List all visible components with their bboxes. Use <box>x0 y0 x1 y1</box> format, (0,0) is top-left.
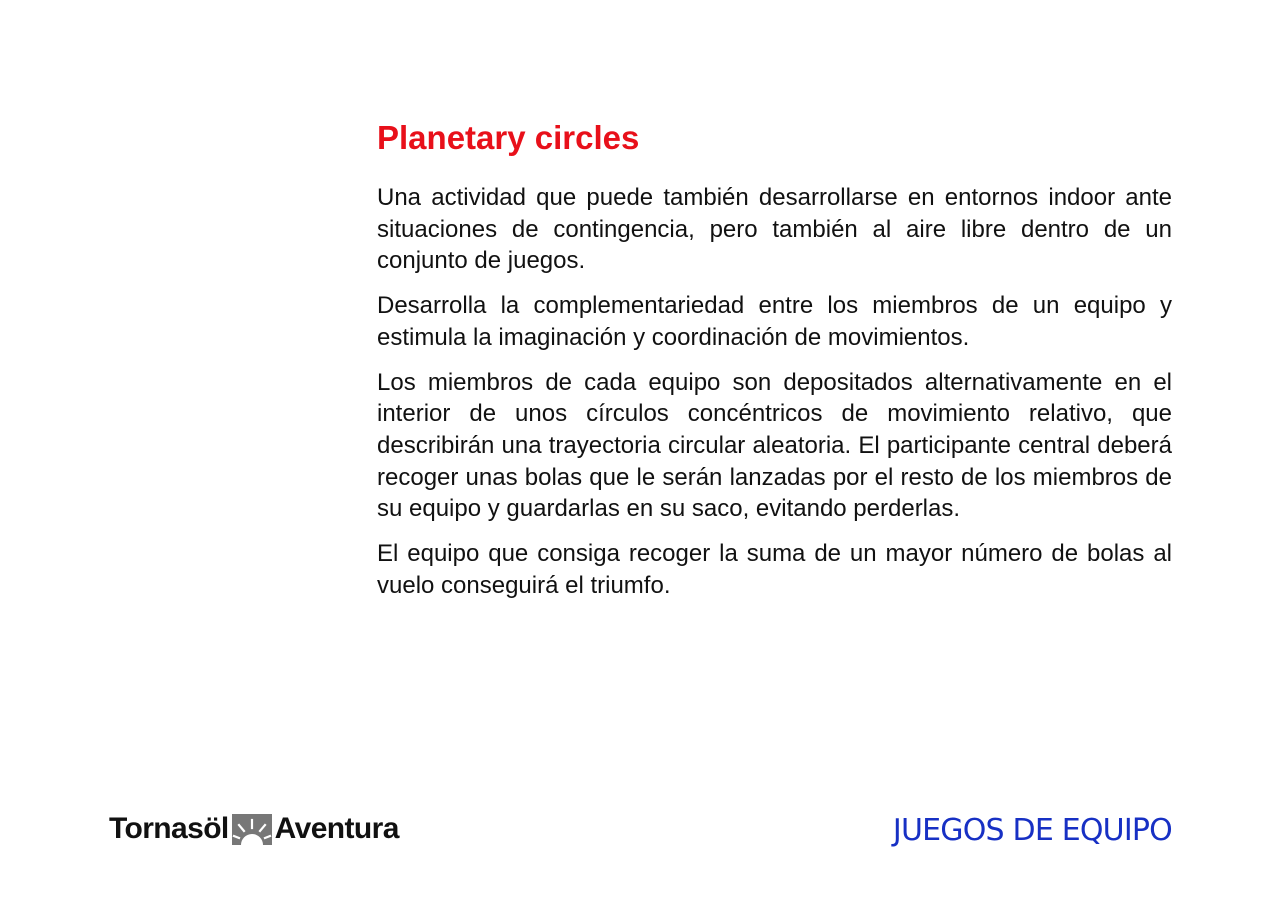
sun-icon <box>232 814 272 845</box>
paragraph-intro: Una actividad que puede también desarrollarse en entornos indoor ante situaciones de contingencia, pero también al aire libre dentro de un conjunto de juegos. <box>377 184 1172 275</box>
brand-name-left: Tornasöl <box>109 812 229 845</box>
paragraph-winning: El equipo que consiga recoger la suma de un mayor número de bolas al vuelo conseguirá el triumfo. <box>377 540 1172 599</box>
paragraph-purpose: Desarrolla la complementariedad entre los miembros de un equipo y estimula la imaginación y coordinación de movimientos. <box>377 292 1172 351</box>
document-body <box>377 118 1172 614</box>
paragraph-description: Los miembros de cada equipo son depositados alternativamente en el interior de unos círculos concéntricos de movimiento relativo, que describirán una trayectoria circular aleatoria. El participante central deberá recoger unas bolas que le serán lanzadas por el resto de los miembros de su equipo y guardarlas en su saco, evitando perderlas. <box>377 368 1172 523</box>
brand-name-right: Aventura <box>274 812 399 845</box>
page-title: Planetary circles <box>377 119 640 156</box>
section-label: JUEGOS DE EQUIPO <box>892 813 1172 848</box>
brand-logo <box>109 812 399 846</box>
